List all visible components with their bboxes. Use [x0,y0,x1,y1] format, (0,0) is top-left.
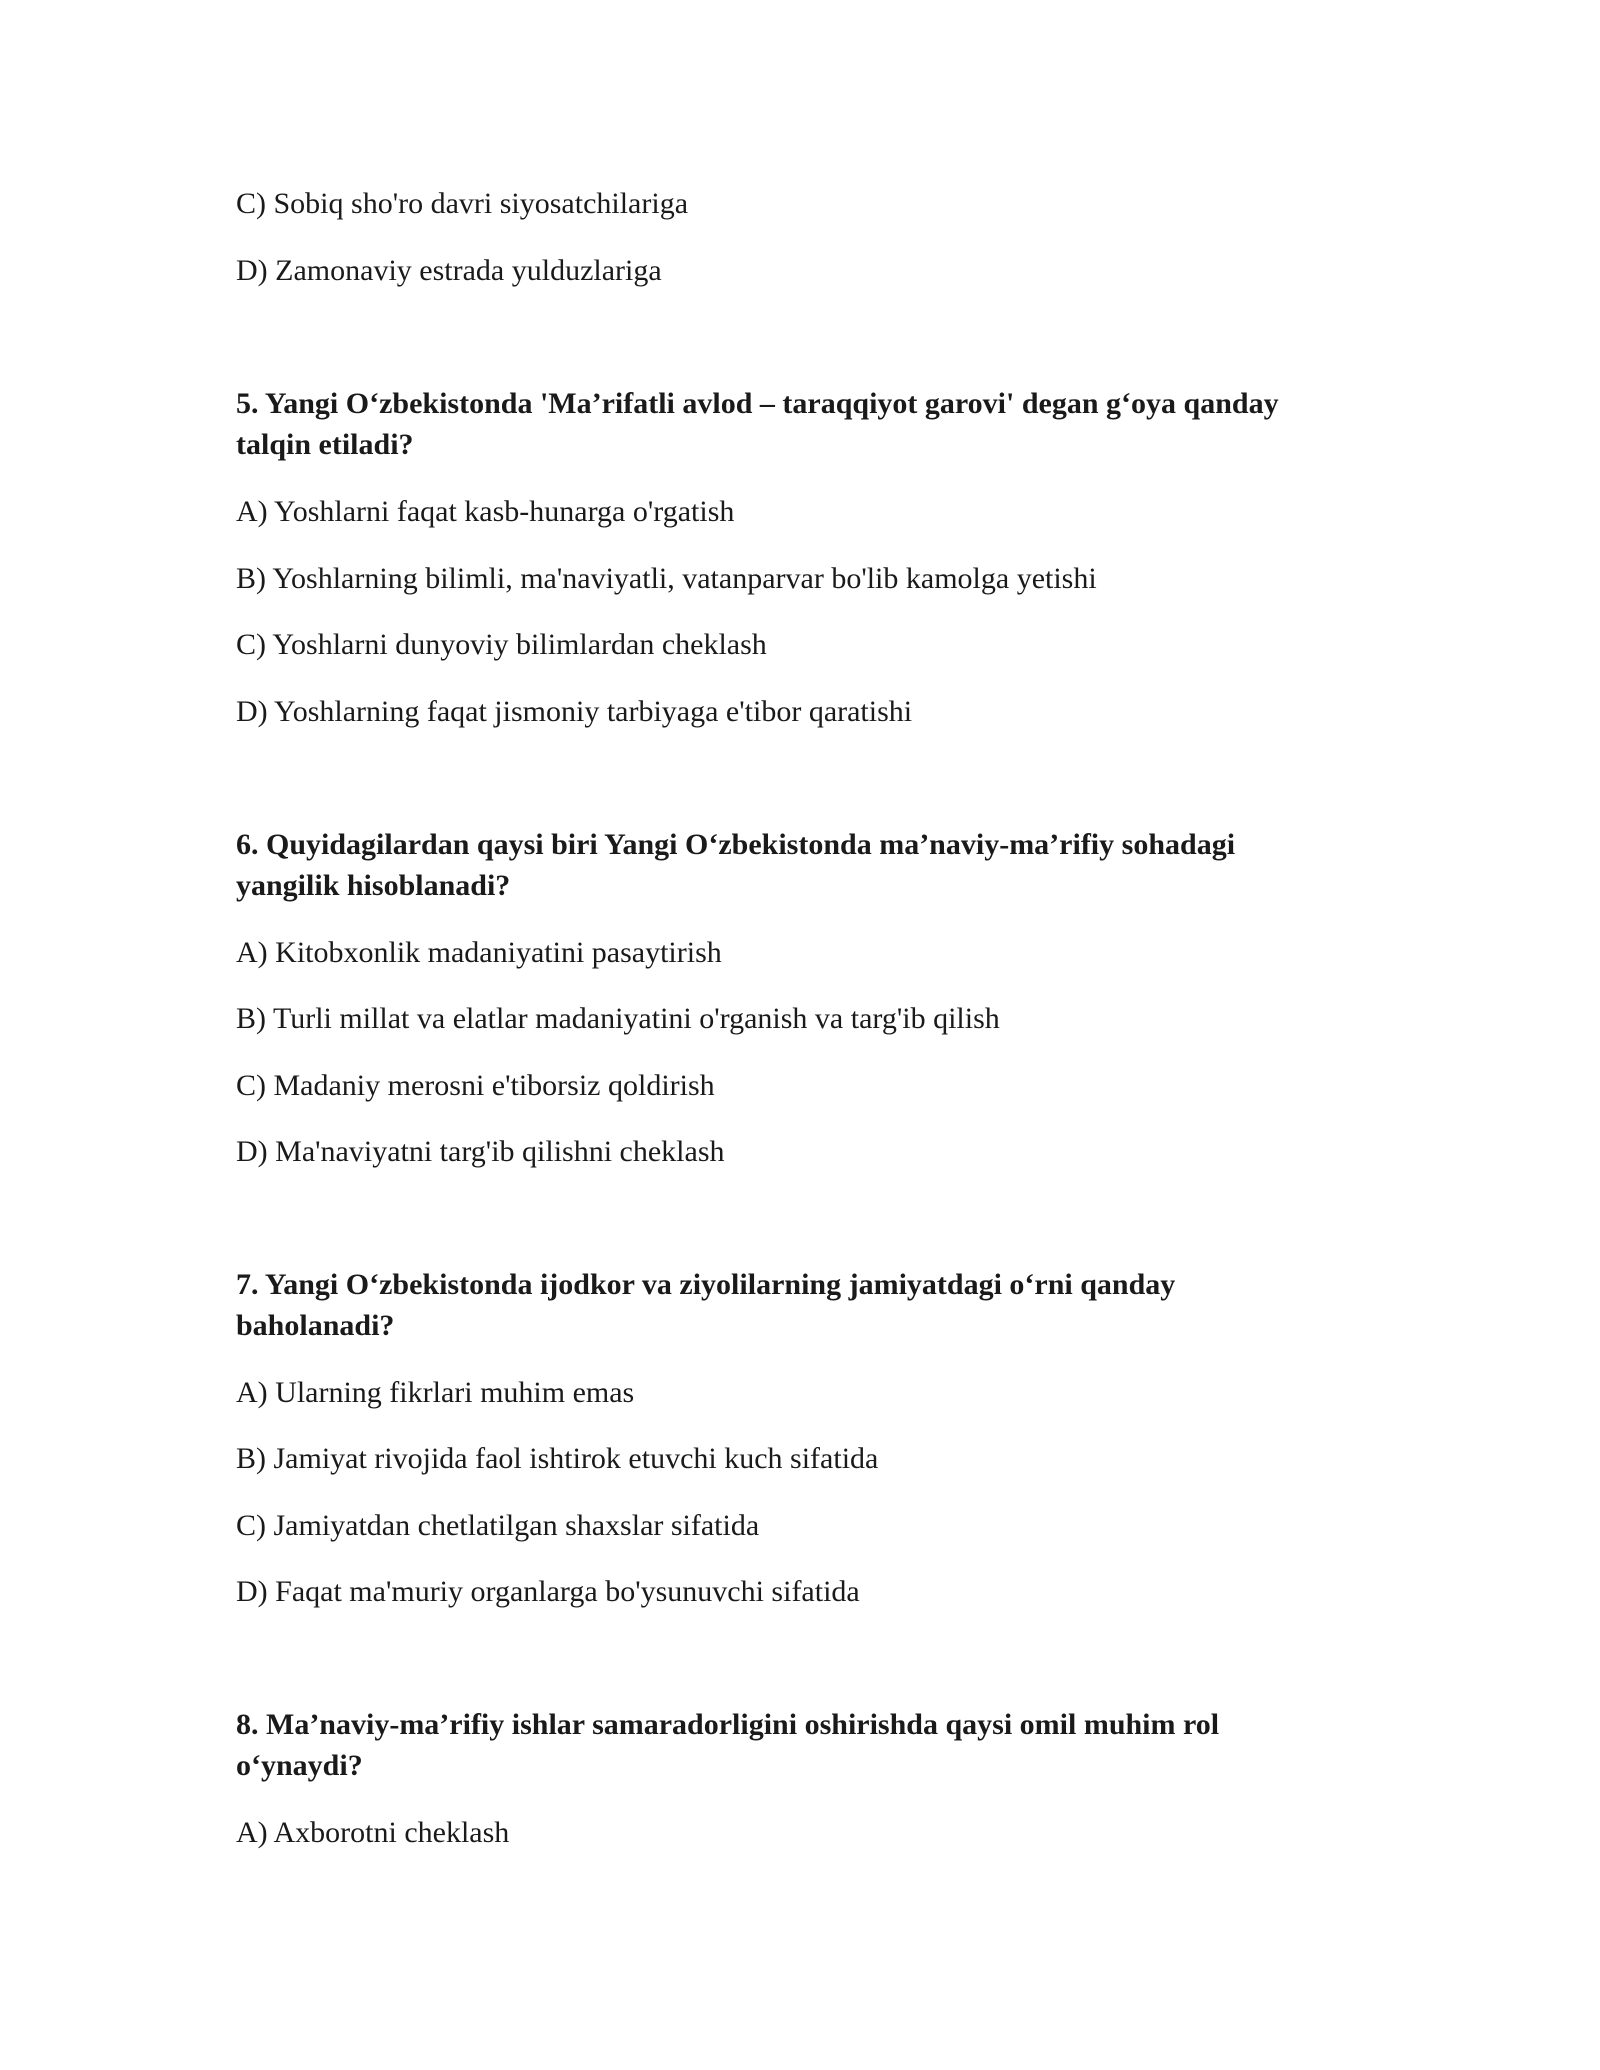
document-page [236,0,1416,2070]
question-title: yangilik hisoblanadi? [236,869,511,902]
option-line: B) Turli millat va elatlar madaniyatini o'rganish va targ'ib qilish [236,1002,1000,1035]
option-line: A) Kitobxonlik madaniyatini pasaytirish [236,936,722,969]
question-title: 6. Quyidagilardan qaysi biri Yangi O‘zbekistonda ma’naviy-ma’rifiy sohadagi [236,828,1236,861]
option-line: D) Faqat ma'muriy organlarga bo'ysunuvchi sifatida [236,1575,860,1608]
option-line: D) Ma'naviyatni targ'ib qilishni cheklash [236,1135,725,1168]
option-line: C) Yoshlarni dunyoviy bilimlardan cheklash [236,628,767,661]
option-line: C) Jamiyatdan chetlatilgan shaxslar sifatida [236,1509,760,1542]
question-title: talqin etiladi? [236,428,414,461]
option-line: D) Yoshlarning faqat jismoniy tarbiyaga e'tibor qaratishi [236,695,913,728]
option-line: D) Zamonaviy estrada yulduzlariga [236,254,662,287]
option-line: A) Axborotni cheklash [236,1816,510,1849]
option-line: B) Jamiyat rivojida faol ishtirok etuvchi kuch sifatida [236,1442,879,1475]
option-line: A) Yoshlarni faqat kasb-hunarga o'rgatish [236,495,735,528]
question-title: 8. Ma’naviy-ma’rifiy ishlar samaradorligini oshirishda qaysi omil muhim rol [236,1708,1220,1741]
option-line: C) Sobiq sho'ro davri siyosatchilariga [236,187,689,220]
option-line: B) Yoshlarning bilimli, ma'naviyatli, vatanparvar bo'lib kamolga yetishi [236,562,1097,595]
question-title: o‘ynaydi? [236,1749,363,1782]
question-title: 5. Yangi O‘zbekistonda 'Ma’rifatli avlod – taraqqiyot garovi' degan g‘oya qanday [236,387,1279,420]
question-title: baholanadi? [236,1309,395,1342]
option-line: C) Madaniy merosni e'tiborsiz qoldirish [236,1069,715,1102]
question-title: 7. Yangi O‘zbekistonda ijodkor va ziyolilarning jamiyatdagi o‘rni qanday [236,1268,1176,1301]
option-line: A) Ularning fikrlari muhim emas [236,1376,635,1409]
